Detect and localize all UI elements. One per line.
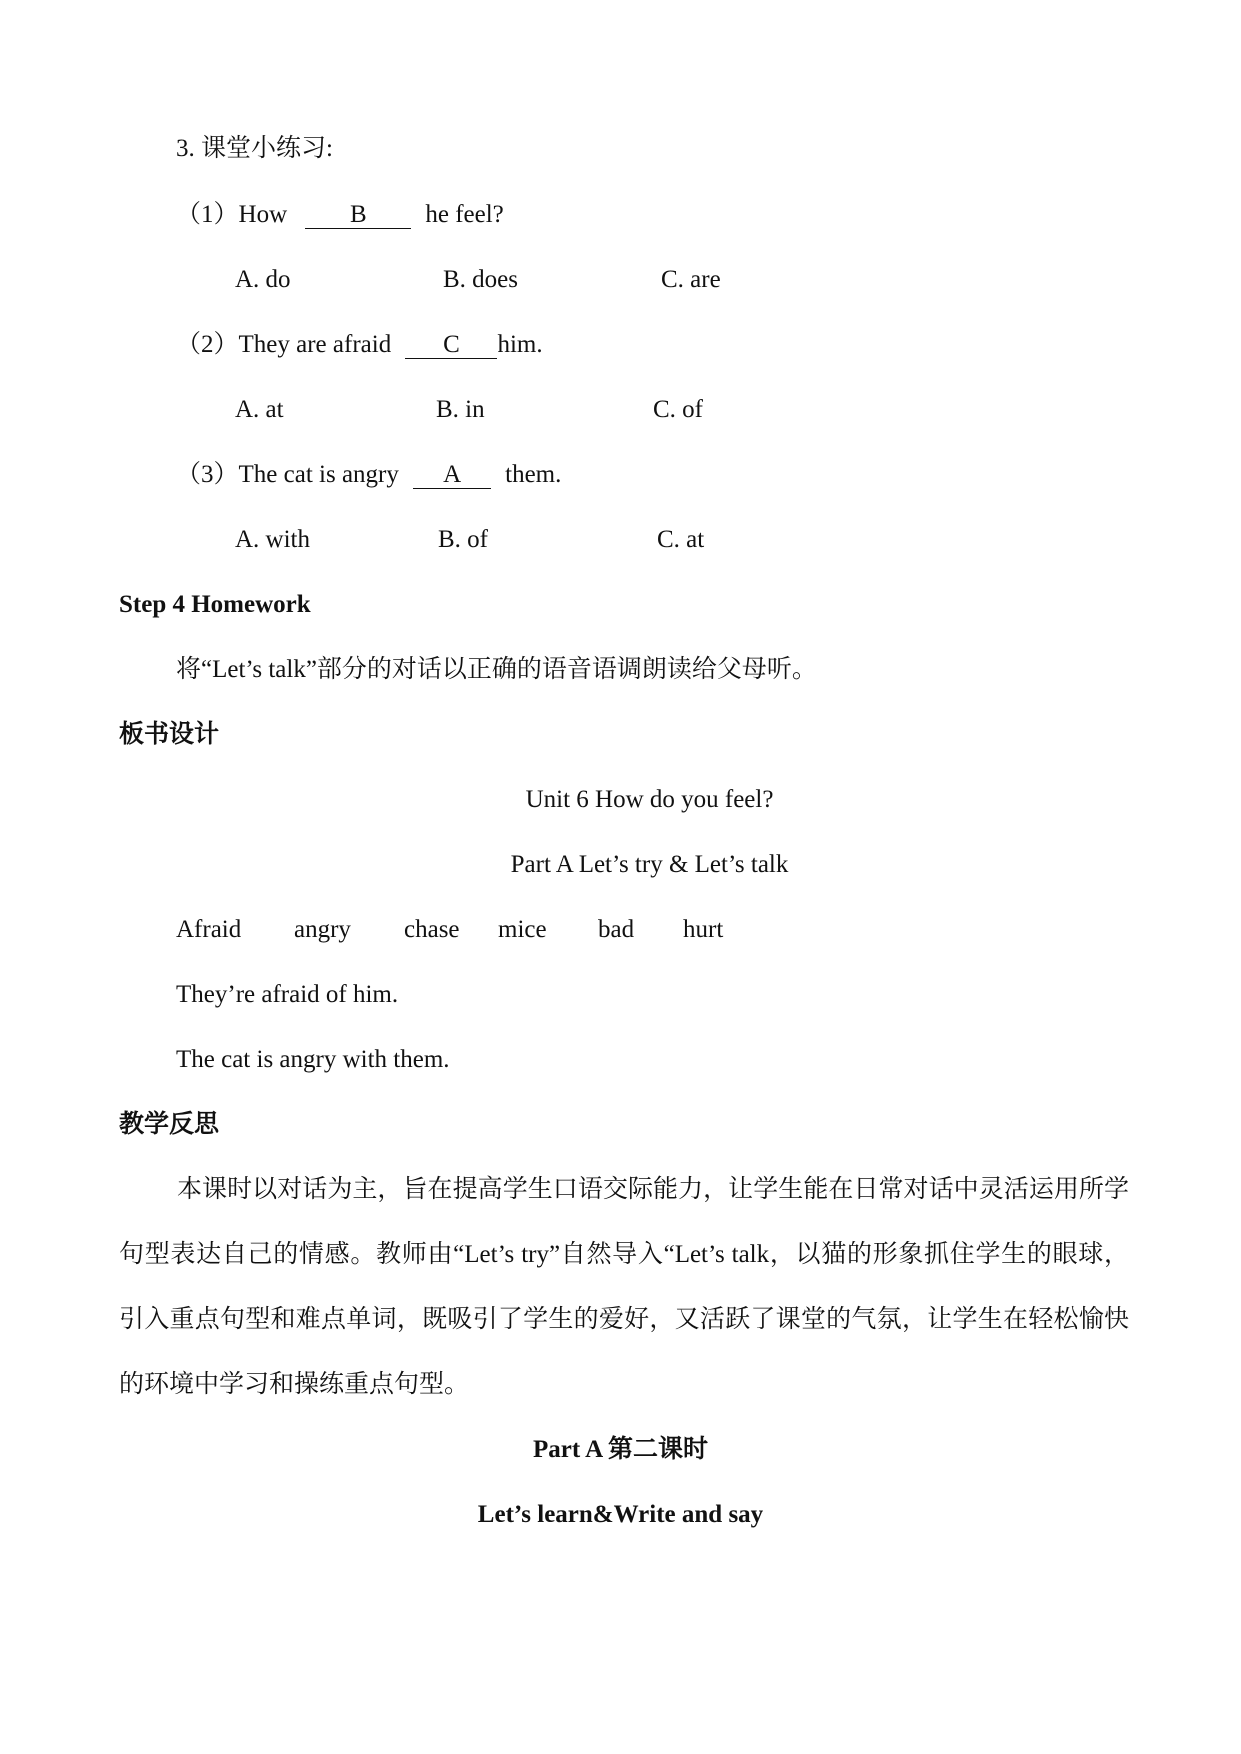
option-a: A. do	[235, 266, 291, 293]
question-stem-after: him.	[497, 331, 543, 358]
reflection-heading: 教学反思	[119, 1111, 220, 1138]
question-number: （1）	[176, 201, 239, 228]
next-lesson-subtitle: Let’s learn&Write and say	[477, 1501, 764, 1528]
reflection-text: 本课时以对话为主，旨在提高学生口语交际能力，让学生能在日常对话中灵活运用所学句型表达自己的情感。教师由“Let’s try”自然导入“Let’s talk，以猫的形象抓住学生的眼球，引入重点句型和难点单词，既吸引了学生的爱好，又活跃了课堂的气氛，让学生在轻松愉快的环境中学习和操练重点句型。	[119, 1176, 1129, 1398]
board-sentence-1: They’re afraid of him.	[176, 981, 399, 1008]
answer-blank: A	[413, 462, 491, 489]
option-b: B. of	[438, 526, 488, 553]
homework-heading: Step 4 Homework	[119, 591, 311, 618]
board-word: hurt	[683, 916, 724, 943]
answer-blank: C	[405, 332, 497, 359]
option-c: C. at	[657, 526, 705, 553]
option-c: C. are	[661, 266, 721, 293]
question-1	[176, 200, 504, 230]
question-3	[176, 460, 561, 490]
question-stem-before: They are afraid	[238, 331, 392, 358]
board-word: mice	[498, 916, 547, 943]
answer-blank: B	[305, 202, 411, 229]
question-stem-after: he feel?	[425, 201, 504, 228]
exercise-heading: 3. 课堂小练习:	[176, 135, 333, 162]
board-word: Afraid	[176, 916, 242, 943]
option-a: A. with	[235, 526, 310, 553]
board-word: angry	[294, 916, 351, 943]
question-number: （2）	[176, 331, 239, 358]
question-stem-after: them.	[505, 461, 562, 488]
board-word: bad	[598, 916, 635, 943]
question-2	[176, 330, 543, 360]
question-stem-before: How	[238, 201, 288, 228]
option-c: C. of	[653, 396, 703, 423]
board-heading: 板书设计	[119, 721, 220, 748]
option-b: B. in	[436, 396, 485, 423]
homework-text: 将“Let’s talk”部分的对话以正确的语音语调朗读给父母听。	[176, 656, 817, 683]
option-b: B. does	[443, 266, 518, 293]
next-lesson-title: Part A 第二课时	[533, 1436, 708, 1463]
board-title-2: Part A Let’s try & Let’s talk	[510, 851, 789, 878]
option-a: A. at	[235, 396, 284, 423]
board-title-1: Unit 6 How do you feel?	[525, 786, 774, 813]
board-sentence-2: The cat is angry with them.	[176, 1046, 450, 1073]
question-stem-before: The cat is angry	[238, 461, 399, 488]
board-word: chase	[404, 916, 460, 943]
question-number: （3）	[176, 461, 239, 488]
